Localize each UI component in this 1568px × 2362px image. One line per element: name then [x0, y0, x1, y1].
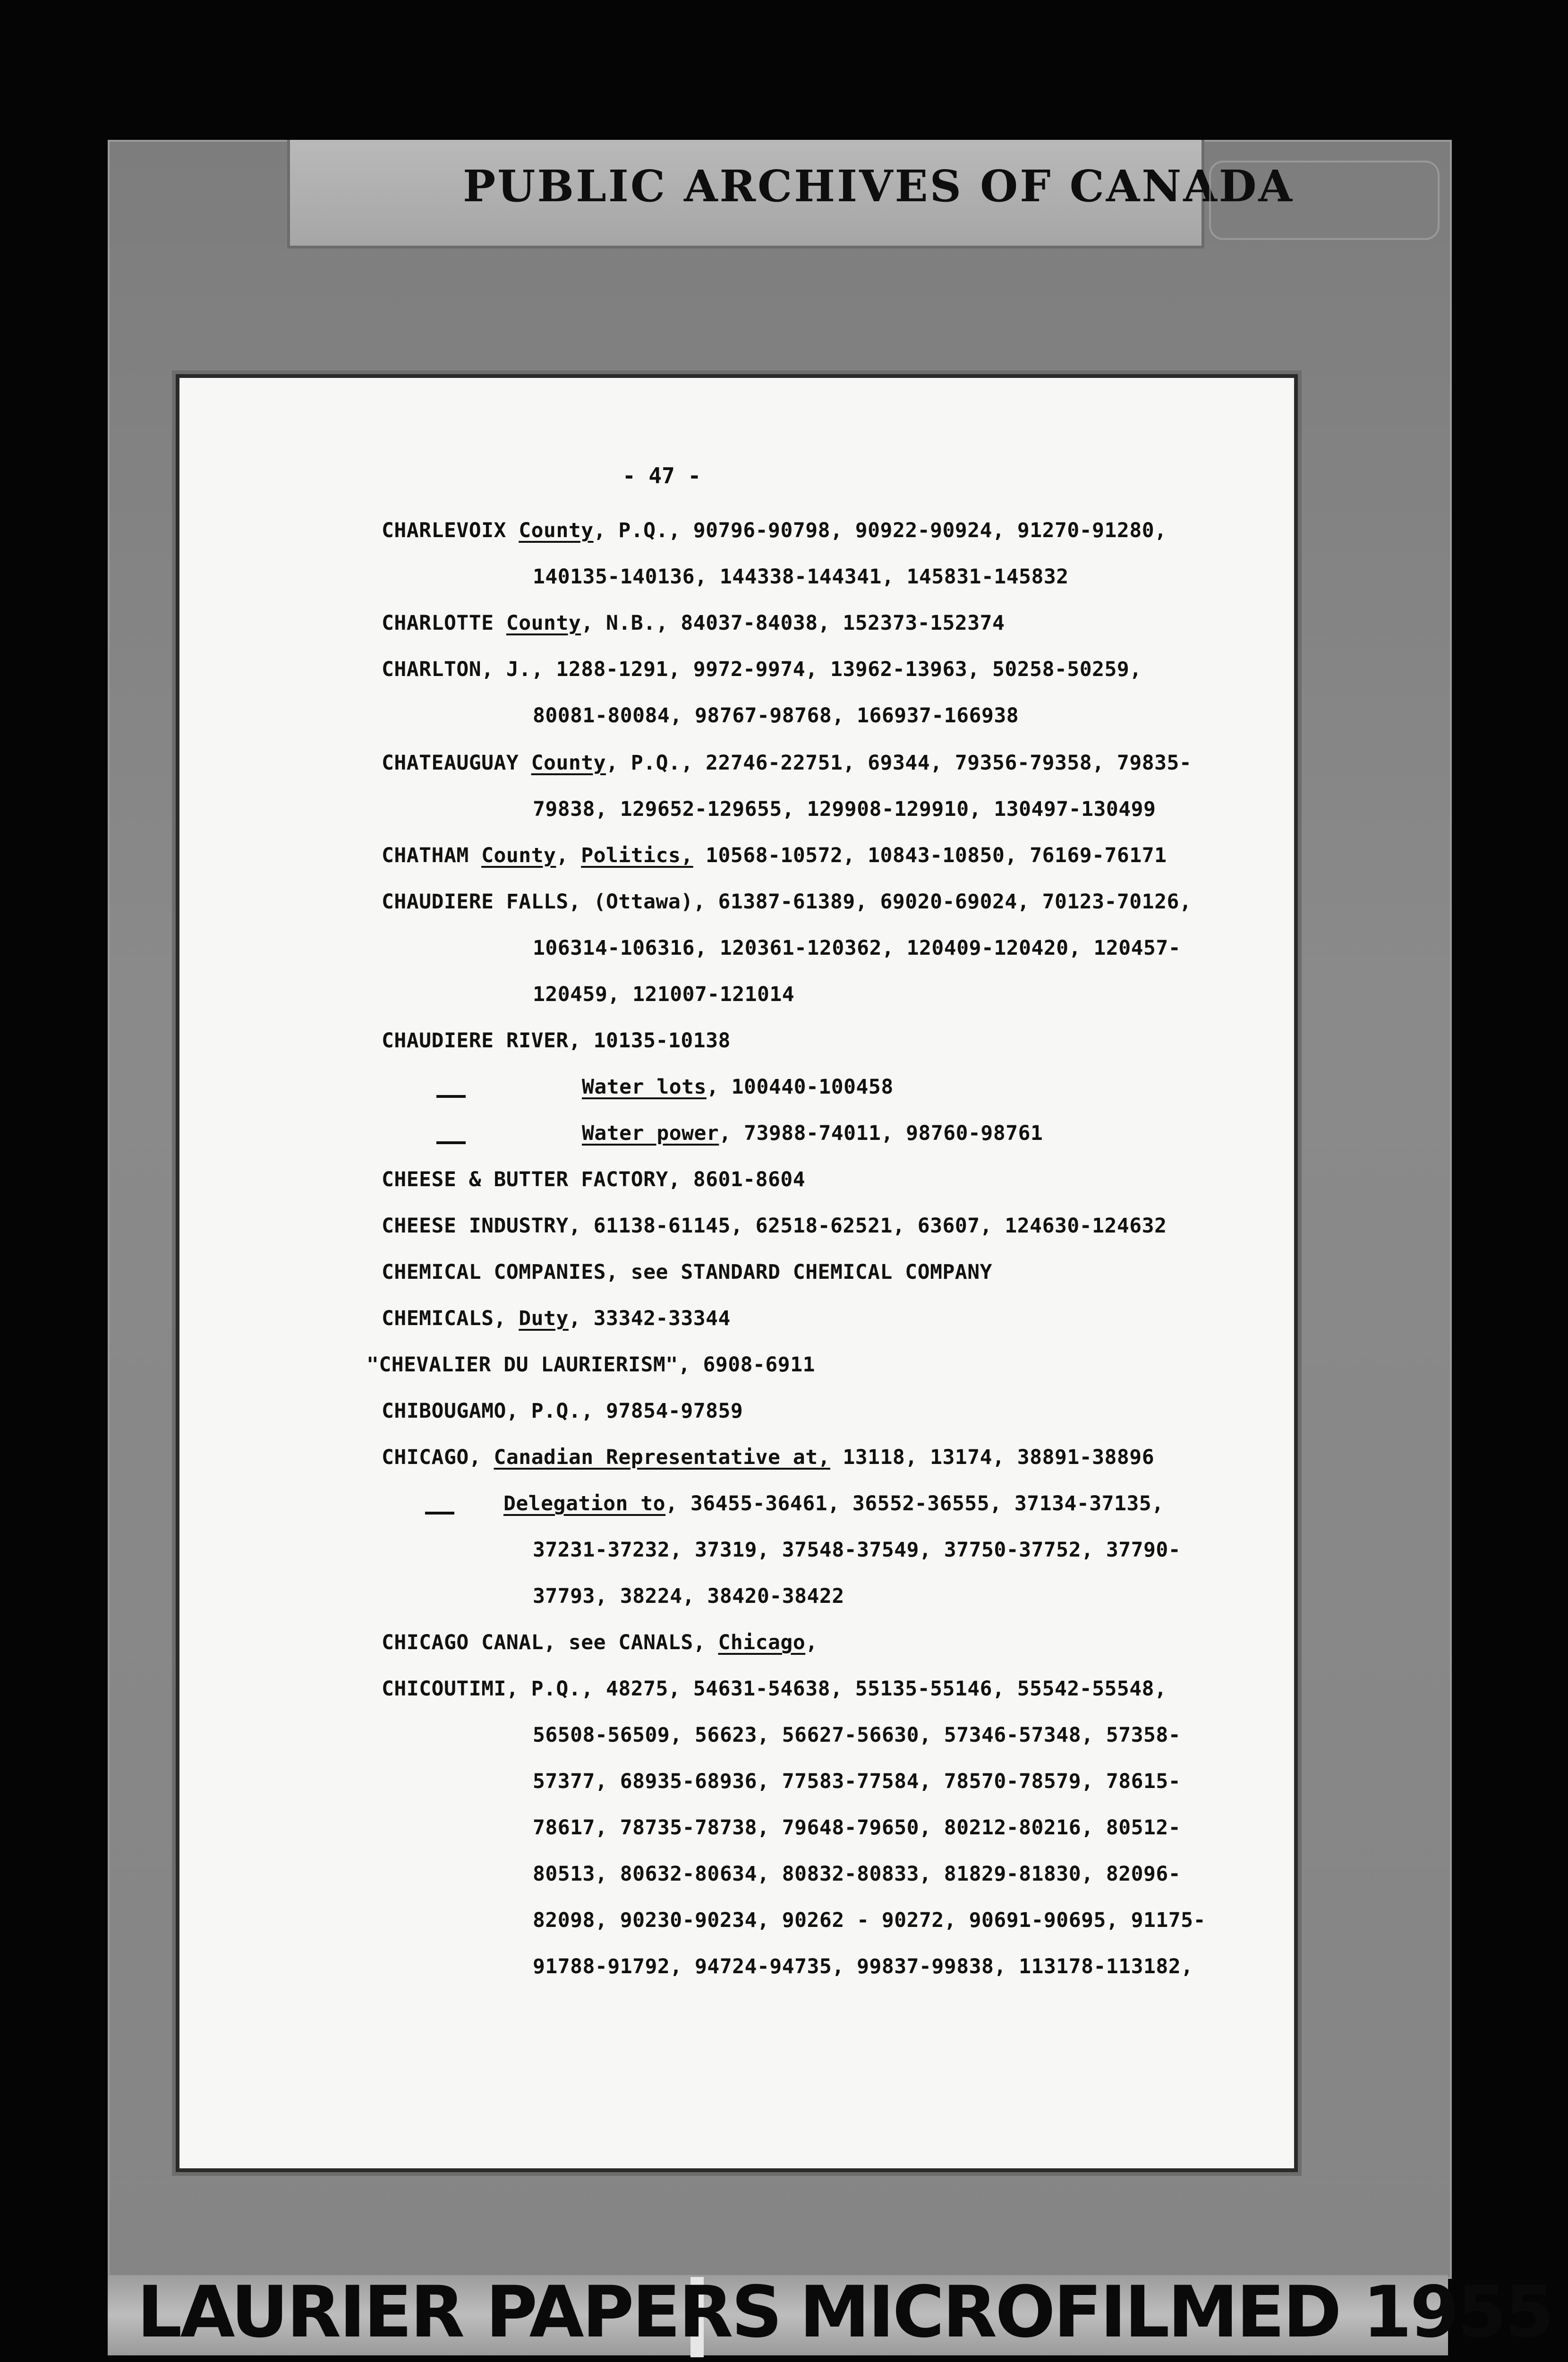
sub-entry-water-power	[582, 1121, 1043, 1145]
sub-entry-water-lots	[582, 1075, 894, 1099]
footer-left-text: LAURIER PAPERS	[137, 2271, 781, 2353]
entry-separator: ,	[556, 844, 581, 867]
sub-entry-delegation	[503, 1492, 1164, 1515]
entry-cheese-butter: CHEESE & BUTTER FACTORY, 8601-8604	[382, 1168, 806, 1191]
entry-chemical-companies: CHEMICAL COMPANIES, see STANDARD CHEMICAL COMPANY	[382, 1260, 993, 1284]
entry-head: CHATEAUGUAY	[382, 751, 531, 775]
entry-continuation: 37231-37232, 37319, 37548-37549, 37750-37752, 37790-	[533, 1538, 1181, 1562]
entry-continuation: 140135-140136, 144338-144341, 145831-145832	[533, 565, 1069, 589]
entry-chevalier: "CHEVALIER DU LAURIERISM", 6908-6911	[366, 1353, 815, 1377]
entry-refs: , P.Q., 90796-90798, 90922-90924, 91270-91280,	[593, 519, 1167, 542]
entry-chemicals	[382, 1307, 731, 1330]
entry-refs: , 100440-100458	[706, 1075, 894, 1099]
entry-head: CHEMICALS,	[382, 1307, 519, 1330]
sub-entry-dash	[425, 1512, 454, 1515]
entry-head: CHICAGO CANAL, see CANALS,	[382, 1631, 718, 1654]
entry-head: CHATHAM	[382, 844, 482, 867]
entry-chicago	[382, 1446, 1154, 1469]
entry-continuation: 79838, 129652-129655, 129908-129910, 130497-130499	[533, 797, 1156, 821]
entry-subheading: Canadian Representative at,	[494, 1446, 830, 1469]
entry-chaudiere-falls: CHAUDIERE FALLS, (Ottawa), 61387-61389, 69020-69024, 70123-70126,	[382, 890, 1192, 914]
entry-continuation: 120459, 121007-121014	[533, 983, 795, 1006]
entry-refs: , 73988-74011, 98760-98761	[719, 1121, 1043, 1145]
entry-chibougamo: CHIBOUGAMO, P.Q., 97854-97859	[382, 1399, 743, 1423]
archive-stamp	[1209, 161, 1440, 240]
entry-refs: , P.Q., 22746-22751, 69344, 79356-79358, 79835-	[606, 751, 1192, 775]
entry-chateauguay	[382, 751, 1192, 775]
entry-subheading: Politics,	[581, 844, 693, 867]
entry-cheese-industry: CHEESE INDUSTRY, 61138-61145, 62518-62521, 63607, 124630-124632	[382, 1214, 1167, 1238]
entry-refs: , 33342-33344	[568, 1307, 731, 1330]
entry-chicoutimi: CHICOUTIMI, P.Q., 48275, 54631-54638, 55135-55146, 55542-55548,	[382, 1677, 1167, 1701]
entry-subheading: Chicago	[718, 1631, 806, 1654]
entry-chicago-canal	[382, 1631, 818, 1654]
footer-right-text: MICROFILMED 1955	[799, 2271, 1552, 2353]
entry-subheading: Water lots	[582, 1075, 707, 1099]
entry-continuation: 80081-80084, 98767-98768, 166937-166938	[533, 704, 1019, 727]
entry-continuation: 80513, 80632-80634, 80832-80833, 81829-81830, 82096-	[533, 1862, 1181, 1886]
entry-continuation: 57377, 68935-68936, 77583-77584, 78570-78579, 78615-	[533, 1770, 1181, 1793]
entry-continuation: 82098, 90230-90234, 90262 - 90272, 90691-90695, 91175-	[533, 1908, 1206, 1932]
entry-charlton: CHARLTON, J., 1288-1291, 9972-9974, 13962-13963, 50258-50259,	[382, 658, 1142, 681]
entry-charlevoix	[382, 519, 1167, 542]
sub-entry-dash	[436, 1141, 466, 1144]
entry-refs: ,	[805, 1631, 818, 1654]
entry-head: CHARLOTTE	[382, 611, 506, 635]
page-number: - 47 -	[622, 463, 701, 488]
entry-continuation: 106314-106316, 120361-120362, 120409-120420, 120457-	[533, 936, 1181, 960]
entry-refs: 13118, 13174, 38891-38896	[830, 1446, 1155, 1469]
entry-subheading: County	[506, 611, 581, 635]
entry-head: CHARLEVOIX	[382, 519, 519, 542]
entry-continuation: 91788-91792, 94724-94735, 99837-99838, 113178-113182,	[533, 1955, 1193, 1978]
entry-subheading: Water power	[582, 1121, 719, 1145]
microfilm-footer	[137, 2271, 1568, 2353]
entry-subheading: County	[531, 751, 606, 775]
entry-refs: 10568-10572, 10843-10850, 76169-76171	[693, 844, 1167, 867]
archive-label: PUBLIC ARCHIVES OF CANADA	[463, 161, 1294, 212]
entry-refs: , N.B., 84037-84038, 152373-152374	[581, 611, 1005, 635]
entry-subheading: Delegation to	[503, 1492, 666, 1515]
entry-head: CHICAGO,	[382, 1446, 494, 1469]
entry-continuation: 37793, 38224, 38420-38422	[533, 1584, 844, 1608]
entry-continuation: 56508-56509, 56623, 56627-56630, 57346-57348, 57358-	[533, 1723, 1181, 1747]
entry-subheading: County	[519, 519, 594, 542]
entry-charlotte	[382, 611, 1005, 635]
entry-chaudiere-river: CHAUDIERE RIVER, 10135-10138	[382, 1029, 731, 1053]
entry-subheading: County	[481, 844, 556, 867]
entry-refs: , 36455-36461, 36552-36555, 37134-37135,	[665, 1492, 1164, 1515]
entry-chatham	[382, 844, 1167, 867]
sub-entry-dash	[436, 1095, 466, 1098]
entry-continuation: 78617, 78735-78738, 79648-79650, 80212-80216, 80512-	[533, 1816, 1181, 1840]
entry-subheading: Duty	[519, 1307, 569, 1330]
